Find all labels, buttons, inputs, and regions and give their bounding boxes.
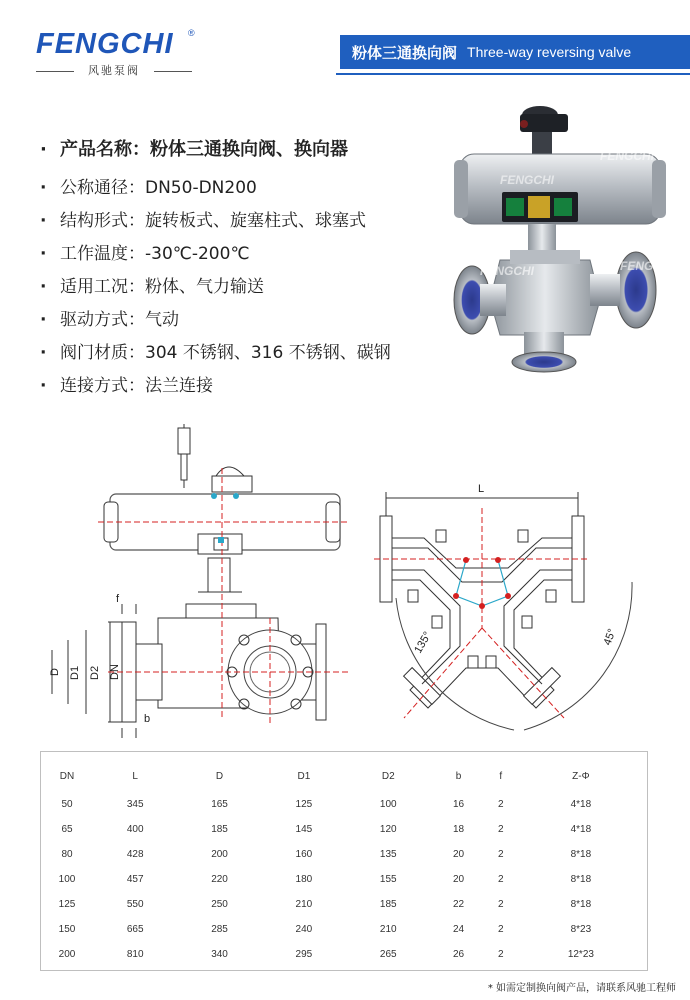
spec-value: 旋转板式、旋塞柱式、球塞式 [145, 211, 366, 231]
spec-label: 结构形式 [60, 211, 128, 231]
watermark-text: FENGCHI [610, 223, 664, 237]
watermark-text: FENGCHI [500, 173, 554, 187]
dim-label-D1: D1 [69, 665, 81, 680]
table-cell: 155 [379, 874, 397, 885]
table-cell: 8*18 [570, 874, 592, 885]
bullet: · [40, 376, 47, 396]
spec-label: 驱动方式 [60, 310, 128, 330]
title-chinese: 粉体三通换向阀 [352, 43, 458, 62]
spec-label: 连接方式 [60, 376, 128, 396]
table-cell: 16 [452, 799, 465, 810]
table-cell: 125 [58, 899, 76, 910]
table-row [41, 892, 647, 917]
table-cell: 340 [211, 949, 228, 960]
spec-colon: ： [128, 310, 145, 330]
table-row [41, 817, 647, 842]
table-cell: 150 [58, 924, 76, 935]
table-header-cell: f [499, 770, 503, 782]
table-cell: 457 [126, 874, 144, 885]
table-cell: 160 [295, 849, 313, 860]
table-cell: 2 [497, 899, 504, 910]
table-row [41, 842, 647, 867]
table-cell: 8*23 [570, 924, 592, 935]
table-cell: 22 [452, 899, 465, 910]
dim-label-L: L [478, 483, 485, 495]
table-row [41, 917, 647, 942]
table-header-cell: D [215, 770, 224, 782]
table-cell: 8*18 [570, 899, 592, 910]
spec-item [40, 176, 460, 209]
title-underline [336, 73, 690, 75]
logo-text: FENGCHI [36, 28, 174, 60]
logo-rule-left [36, 71, 74, 72]
bullet: · [40, 310, 47, 330]
table-cell: 220 [211, 874, 228, 885]
spec-colon: ： [128, 244, 145, 264]
table-cell: 200 [211, 849, 228, 860]
table-cell: 2 [497, 824, 504, 835]
table-cell: 2 [497, 924, 504, 935]
spec-item [40, 209, 460, 242]
table-cell: 285 [211, 924, 228, 935]
table-cell: 135 [379, 849, 397, 860]
table-cell: 125 [295, 799, 313, 810]
logo-subtitle [36, 64, 192, 78]
table-cell: 20 [452, 849, 465, 860]
watermark-text: FENGCHI [600, 149, 654, 163]
angle-label-135: 135° [412, 629, 434, 656]
spec-value: 粉体、气力输送 [145, 277, 264, 297]
table-cell: 4*18 [570, 799, 592, 810]
spec-item [40, 308, 460, 341]
spec-value: 法兰连接 [145, 376, 213, 396]
spec-label: 阀门材质 [60, 343, 128, 363]
table-cell: 100 [58, 874, 76, 885]
bullet: · [40, 178, 47, 198]
table-cell: 428 [126, 849, 144, 860]
table-cell: 200 [58, 949, 76, 960]
bullet: · [40, 211, 47, 231]
table-cell: 250 [211, 899, 228, 910]
table-cell: 145 [295, 824, 313, 835]
table-cell: 4*18 [570, 824, 592, 835]
table-cell: 210 [379, 924, 397, 935]
dimension-table [40, 751, 648, 971]
spec-item [40, 138, 460, 176]
table-cell: 2 [497, 849, 504, 860]
dim-label-f: f [116, 593, 120, 605]
logo-subtitle-text: 风驰泵阀 [88, 64, 140, 77]
bullet: · [40, 244, 47, 264]
table-header-cell: D1 [297, 770, 311, 782]
table-cell: 18 [452, 824, 465, 835]
title-english: Three-way reversing valve [467, 44, 632, 60]
spec-value: 粉体三通换向阀、换向器 [150, 139, 348, 160]
table-header-cell: Z-Φ [572, 770, 590, 782]
table-cell: 295 [295, 949, 313, 960]
spec-item [40, 341, 460, 374]
valve-front-drawing [48, 418, 348, 738]
spec-value: 气动 [145, 310, 179, 330]
logo-registered-mark: ® [188, 28, 195, 38]
table-cell: 24 [452, 924, 465, 935]
table-cell: 8*18 [570, 849, 592, 860]
spec-label: 适用工况 [60, 277, 128, 297]
spec-colon: ： [128, 178, 145, 198]
spec-colon: ： [128, 277, 145, 297]
spec-item [40, 275, 460, 308]
table-cell: 2 [497, 799, 504, 810]
table-cell: 400 [126, 824, 144, 835]
spec-label: 公称通径 [60, 178, 128, 198]
table-header-cell: b [455, 770, 462, 782]
watermark-text: FENGCHI [446, 229, 500, 243]
table-cell: 185 [211, 824, 228, 835]
spec-item [40, 374, 460, 407]
table-cell: 12*23 [567, 949, 594, 960]
table-row [41, 942, 647, 967]
valve-section-drawing [374, 478, 644, 738]
table-cell: 240 [295, 924, 313, 935]
spec-label: 工作温度 [60, 244, 128, 264]
table-header-cell: DN [59, 770, 75, 782]
table-cell: 120 [379, 824, 397, 835]
spec-value: -30℃-200℃ [145, 244, 250, 264]
table-cell: 210 [295, 899, 313, 910]
table-cell: 50 [61, 799, 73, 810]
table-cell: 180 [295, 874, 313, 885]
spec-colon: ： [128, 343, 145, 363]
spec-colon: ： [128, 211, 145, 231]
table-cell: 26 [452, 949, 465, 960]
table-cell: 345 [126, 799, 144, 810]
footnote: * 如需定制换向阀产品，请联系风驰工程师 [487, 983, 676, 994]
title-bar [340, 35, 690, 69]
table-cell: 100 [379, 799, 397, 810]
dim-label-D: D [49, 668, 61, 676]
table-cell: 550 [126, 899, 144, 910]
spec-colon: ： [132, 139, 150, 160]
watermark-text: FENGCHI [480, 264, 534, 278]
table-cell: 65 [61, 824, 73, 835]
table-header-cell: D2 [381, 770, 395, 782]
table-cell: 665 [126, 924, 144, 935]
bullet: · [40, 343, 47, 363]
table-cell: 2 [497, 949, 504, 960]
table-cell: 20 [452, 874, 465, 885]
angle-label-45: 45° [601, 627, 619, 648]
table-cell: 265 [379, 949, 397, 960]
table-cell: 165 [211, 799, 228, 810]
bullet: · [40, 277, 47, 297]
spec-colon: ： [128, 376, 145, 396]
table-cell: 185 [379, 899, 397, 910]
brand-logo [36, 28, 196, 80]
dim-label-DN: DN [109, 664, 121, 680]
spec-label: 产品名称 [60, 139, 132, 160]
spec-item [40, 242, 460, 275]
dim-label-b: b [144, 713, 151, 725]
table-row [41, 867, 647, 892]
valve-product-photo [440, 100, 680, 390]
table-cell: 2 [497, 874, 504, 885]
table-cell: 810 [126, 949, 144, 960]
bullet: · [40, 139, 47, 160]
table-header-cell: L [132, 770, 138, 782]
spec-value: DN50-DN200 [145, 178, 257, 198]
table-row [41, 792, 647, 817]
spec-value: 304 不锈钢、316 不锈钢、碳钢 [145, 343, 391, 363]
table-cell: 80 [61, 849, 73, 860]
watermark-text: FENGCHI [620, 259, 674, 273]
table-header-row [41, 752, 647, 792]
dim-label-D2: D2 [89, 665, 101, 680]
spec-list [40, 138, 460, 407]
logo-rule-right [154, 71, 192, 72]
